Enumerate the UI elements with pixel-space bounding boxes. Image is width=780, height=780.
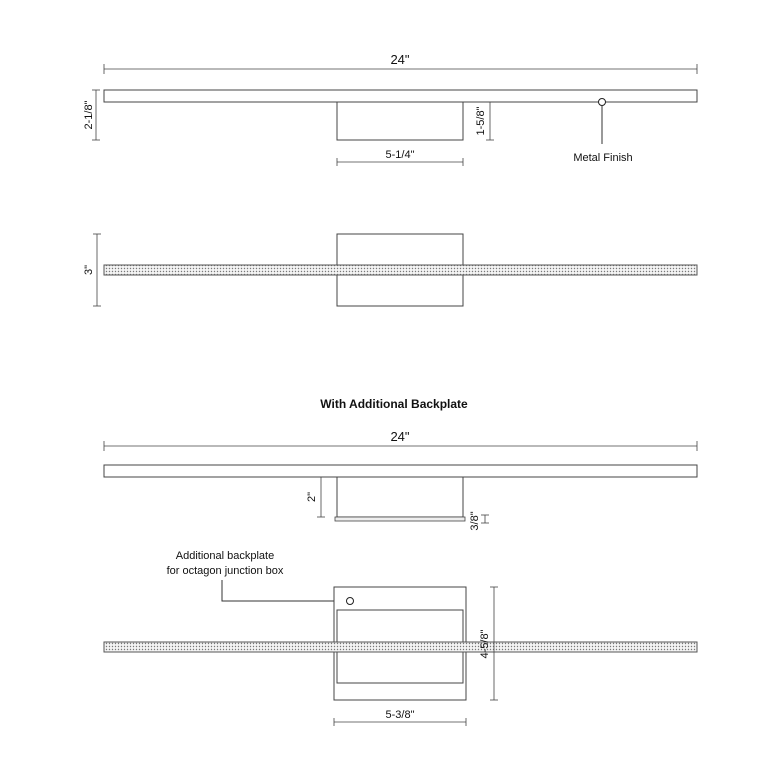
mount-depth-label: 1-5/8": [475, 106, 487, 136]
diffuser-bar-front: [104, 265, 697, 275]
bp-plate-thickness-label: 3/8": [469, 511, 481, 531]
top-view: [83, 52, 697, 166]
backplate-section-title: With Additional Backplate: [320, 397, 468, 411]
bp-canopy-top: [337, 477, 463, 517]
front-height-label: 3": [83, 264, 95, 276]
bp-mount-depth-label: 2": [306, 491, 318, 503]
finish-callout-label: Metal Finish: [573, 152, 633, 164]
backplate-callout-line1: Additional backplate: [175, 550, 275, 562]
backplate-callout-line2: for octagon junction box: [166, 565, 284, 577]
bp-backplate-edge: [335, 517, 465, 521]
fixture-bar-top: [104, 90, 697, 102]
bp-fixture-bar-top: [104, 465, 697, 477]
height-label: 2-1/8": [83, 100, 95, 130]
width-label: 24": [390, 52, 410, 67]
bp-diffuser-bar-front: [104, 642, 697, 652]
mount-width-label: 5-1/4": [385, 149, 415, 161]
bp-plate-height-label: 4-5/8": [479, 629, 491, 659]
bp-plate-width-label: 5-3/8": [385, 709, 415, 721]
backplate-front-view: [104, 550, 697, 726]
front-view: [83, 234, 697, 306]
backplate-callout-marker: [347, 598, 354, 605]
backplate-callout-leader: [222, 580, 345, 601]
finish-callout-marker: [599, 99, 606, 106]
canopy-top: [337, 102, 463, 140]
backplate-top-view: [104, 429, 697, 531]
bp-width-label: 24": [390, 429, 410, 444]
